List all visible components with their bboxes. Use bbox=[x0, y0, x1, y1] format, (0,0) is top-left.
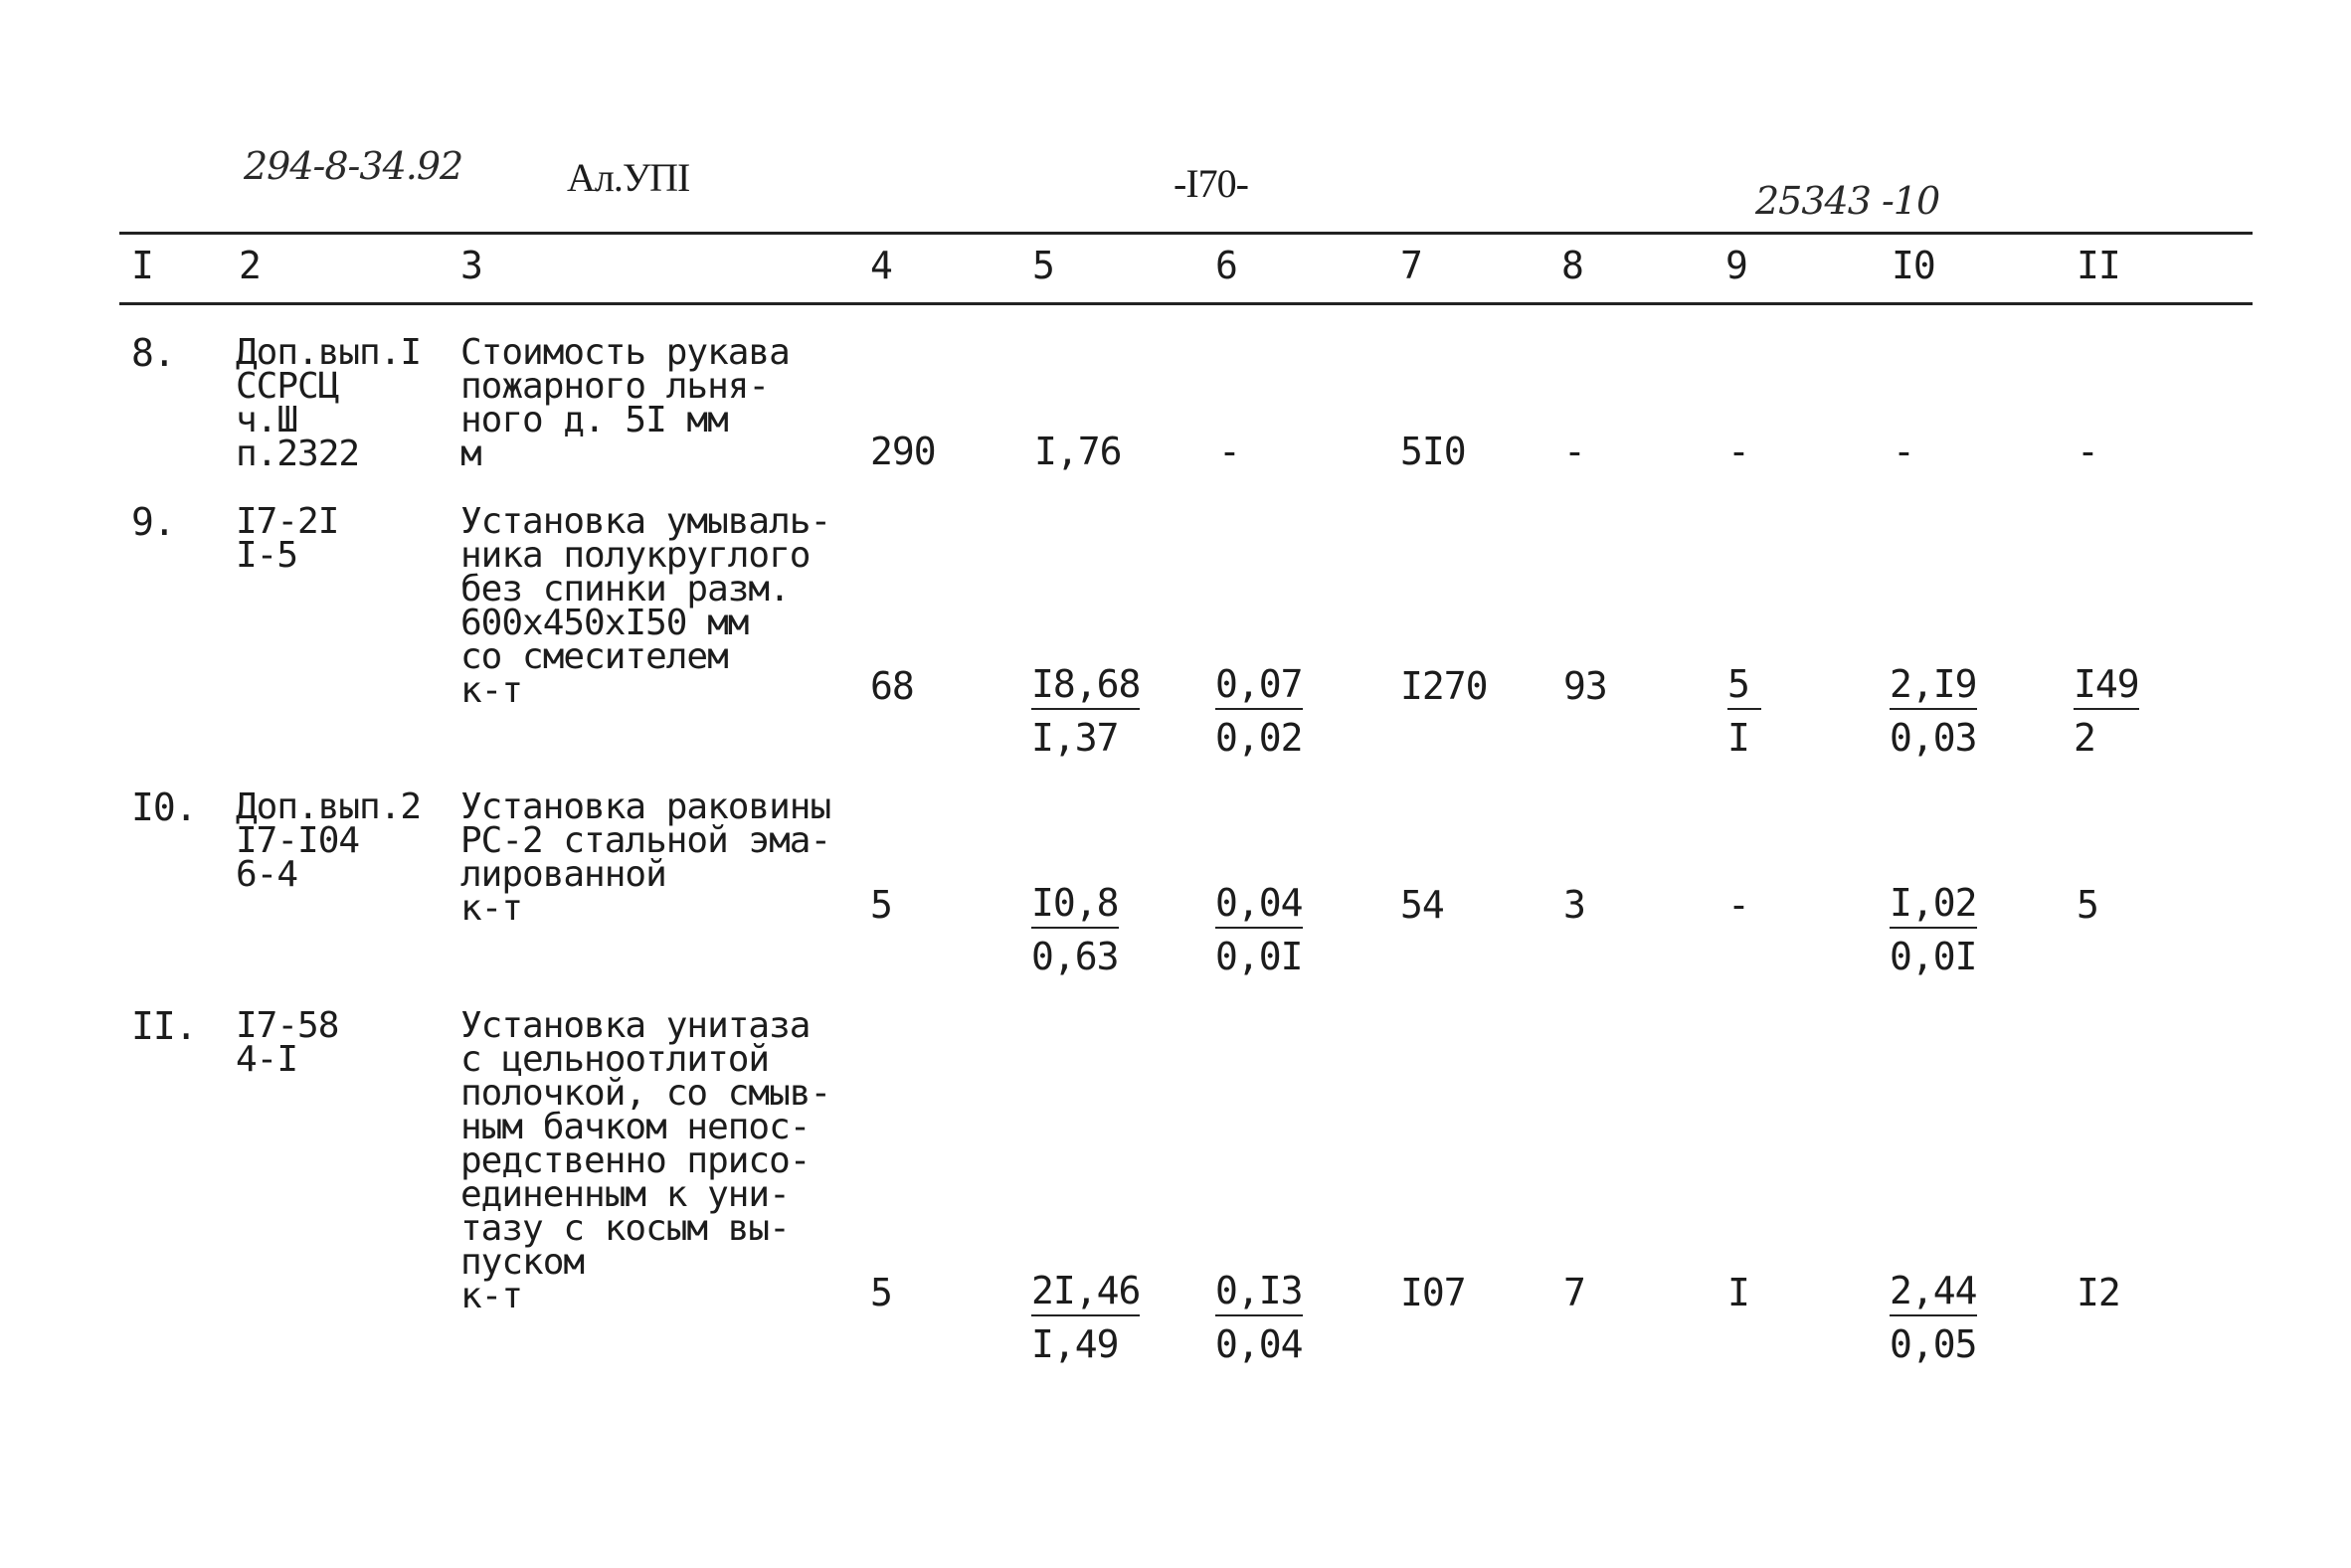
row-col9: - bbox=[1727, 430, 1749, 473]
row-col9: $\frac{5}{I}$ bbox=[1727, 664, 1761, 758]
row-description: Установка раковины РС-2 стальной эма- лированной к-т bbox=[460, 786, 831, 929]
row-number: I0. bbox=[131, 785, 197, 829]
row-description: Стоимость рукава пожарного льня- ного д. 5I мм м bbox=[460, 332, 790, 474]
column-header: 5 bbox=[1032, 244, 1054, 287]
column-header: 8 bbox=[1561, 244, 1583, 287]
row-col8: 3 bbox=[1563, 883, 1585, 927]
page-number: -I70- bbox=[1174, 161, 1248, 206]
row-col6: $\frac{0,04}{0,0I}$ bbox=[1215, 881, 1303, 978]
row-col6: $\frac{0,07}{0,02}$ bbox=[1215, 662, 1303, 760]
row-col9: - bbox=[1727, 883, 1749, 927]
row-col8: 7 bbox=[1563, 1271, 1585, 1314]
column-header: 2 bbox=[239, 244, 261, 287]
row-basis: Доп.вып.I ССРСЦ ч.Ш п.2322 bbox=[236, 332, 422, 474]
row-quantity: 5 bbox=[870, 1271, 892, 1314]
row-col5: $\frac{I8,68}{I,37}$ bbox=[1031, 662, 1141, 760]
row-col10: - bbox=[1893, 430, 1914, 473]
row-quantity: 68 bbox=[870, 664, 914, 708]
column-header: II bbox=[2077, 244, 2120, 287]
header-rule-bottom bbox=[119, 302, 2253, 305]
row-basis: I7-2I I-5 bbox=[236, 501, 339, 576]
column-header: I bbox=[131, 244, 153, 287]
row-col5: I,76 bbox=[1034, 430, 1122, 473]
column-header: 7 bbox=[1400, 244, 1422, 287]
row-number: II. bbox=[131, 1004, 197, 1048]
column-header: 6 bbox=[1215, 244, 1237, 287]
row-number: 9. bbox=[131, 500, 175, 544]
row-col11: $\frac{I49}{2}$ bbox=[2074, 662, 2139, 760]
stamp-number: 25343 -10 bbox=[1755, 179, 1940, 223]
row-col8: - bbox=[1563, 430, 1585, 473]
header-rule-top bbox=[119, 232, 2253, 235]
row-col5: $\frac{I0,8}{0,63}$ bbox=[1031, 881, 1119, 978]
row-basis: Доп.вып.2 I7-I04 6-4 bbox=[236, 786, 422, 895]
row-col6: - bbox=[1218, 430, 1240, 473]
column-header: 3 bbox=[460, 244, 482, 287]
row-quantity: 290 bbox=[870, 430, 936, 473]
row-col10: $\frac{2,44}{0,05}$ bbox=[1890, 1269, 1977, 1366]
row-description: Установка унитаза с цельноотлитой полочкой, со смыв- ным бачком непос- редственно присо- единенным к уни- тазу с косым вы- пуском к-т bbox=[460, 1005, 831, 1316]
row-basis: I7-58 4-I bbox=[236, 1005, 339, 1080]
row-col10: $\frac{2,I9}{0,03}$ bbox=[1890, 662, 1977, 760]
row-number: 8. bbox=[131, 331, 175, 375]
row-col7: I270 bbox=[1400, 664, 1488, 708]
row-col7: 54 bbox=[1400, 883, 1444, 927]
column-header: 4 bbox=[870, 244, 892, 287]
row-col11: - bbox=[2077, 430, 2098, 473]
album-label: Ал.УПI bbox=[567, 155, 690, 200]
row-col7: 5I0 bbox=[1400, 430, 1466, 473]
row-quantity: 5 bbox=[870, 883, 892, 927]
row-col7: I07 bbox=[1400, 1271, 1466, 1314]
row-col5: $\frac{2I,46}{I,49}$ bbox=[1031, 1269, 1141, 1366]
row-col11: I2 bbox=[2077, 1271, 2120, 1314]
column-header: I0 bbox=[1892, 244, 1935, 287]
row-col10: $\frac{I,02}{0,0I}$ bbox=[1890, 881, 1977, 978]
column-header: 9 bbox=[1725, 244, 1747, 287]
row-col11: 5 bbox=[2077, 883, 2098, 927]
row-col8: 93 bbox=[1563, 664, 1607, 708]
row-description: Установка умываль- ника полукруглого без спинки разм. 600х450хI50 мм со смесителем к-т bbox=[460, 501, 831, 711]
row-col6: $\frac{0,I3}{0,04}$ bbox=[1215, 1269, 1303, 1366]
doc-code: 294-8-34.92 bbox=[244, 144, 463, 188]
row-col9: I bbox=[1727, 1271, 1749, 1314]
